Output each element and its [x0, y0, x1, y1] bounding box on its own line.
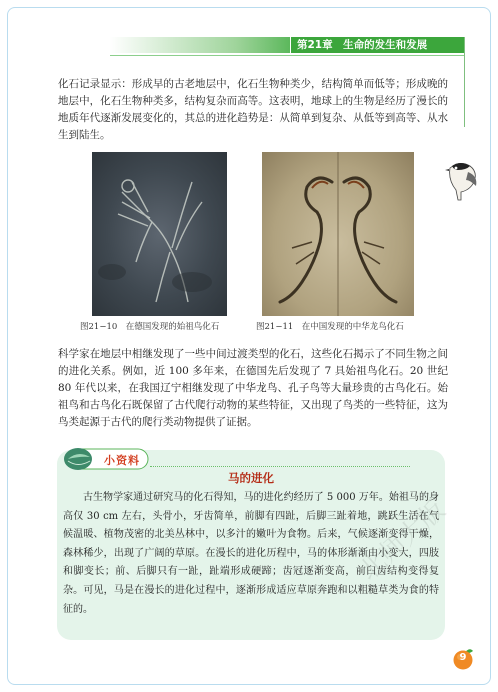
info-box-title: 马的进化: [228, 471, 274, 485]
watermark: 北师大版: [354, 494, 452, 587]
info-box-text: 古生物学家通过研究马的化石得知，马的进化约经历了 5 000 万年。始祖马的身高仅 30 cm 左右，头骨小，牙齿简单，前脚有四趾，后脚三趾着地，跳跃生活在气候温暖、植物茂密的北美丛林中，以多汁的嫩叶为食物。后来，气候逐渐变得干燥，森林稀少，出现了广阔的草原。在漫长的进化历程中，马的体形渐渐由小变大，四肢和脚变长；前、后脚只有一趾，趾端形成硬蹄；齿冠逐渐变高，前臼齿结构变得复杂。可见，马是在漫长的进化过程中，逐渐形成适应草原奔跑和以粗糙草类为食的特征的。: [63, 492, 439, 615]
intro-paragraph: 化石记录显示：形成早的古老地层中，化石生物种类少，结构简单而低等；形成晚的地层中，化石生物种类多，结构复杂而高等。这表明，地球上的生物是经历了漫长的地质年代逐渐发展变化的，其总的进化趋势是：从简单到复杂、从低等到高等、从水生到陆生。: [58, 78, 448, 141]
info-box-dotted-rule: [150, 466, 410, 467]
figure-caption-1: 图21−10 在德国发现的始祖鸟化石: [80, 322, 220, 332]
page-number: 9: [459, 652, 467, 663]
archaeopteryx-fossil-photo: [92, 152, 227, 316]
body-paragraph: 科学家在地层中相继发现了一些中间过渡类型的化石，这些化石揭示了不同生物之间的进化关系。例如，近 100 多年来，在德国先后发现了 7 具始祖鸟化石。20 世纪 80 年代以来，在我国辽宁相继发现了中华龙鸟、孔子鸟等大量珍贵的古鸟化石。始祖鸟和古鸟化石既保留了古代爬行动物的某些特征，又出现了鸟类的一些特征，这为鸟类起源于古代的爬行类动物提供了证据。: [58, 348, 448, 428]
header-side-rule: [464, 37, 465, 127]
chapter-title: 第21章 生命的发生和发展: [291, 37, 465, 53]
sinosauropteryx-fossil-photo: [262, 152, 414, 316]
header-rule: [110, 55, 465, 56]
bird-illustration: [444, 160, 484, 202]
header-gradient-bar: [110, 37, 290, 53]
figure-caption-2: 图21−11 在中国发现的中华龙鸟化石: [256, 322, 404, 332]
info-box-tag-label: 小资料: [104, 454, 140, 467]
